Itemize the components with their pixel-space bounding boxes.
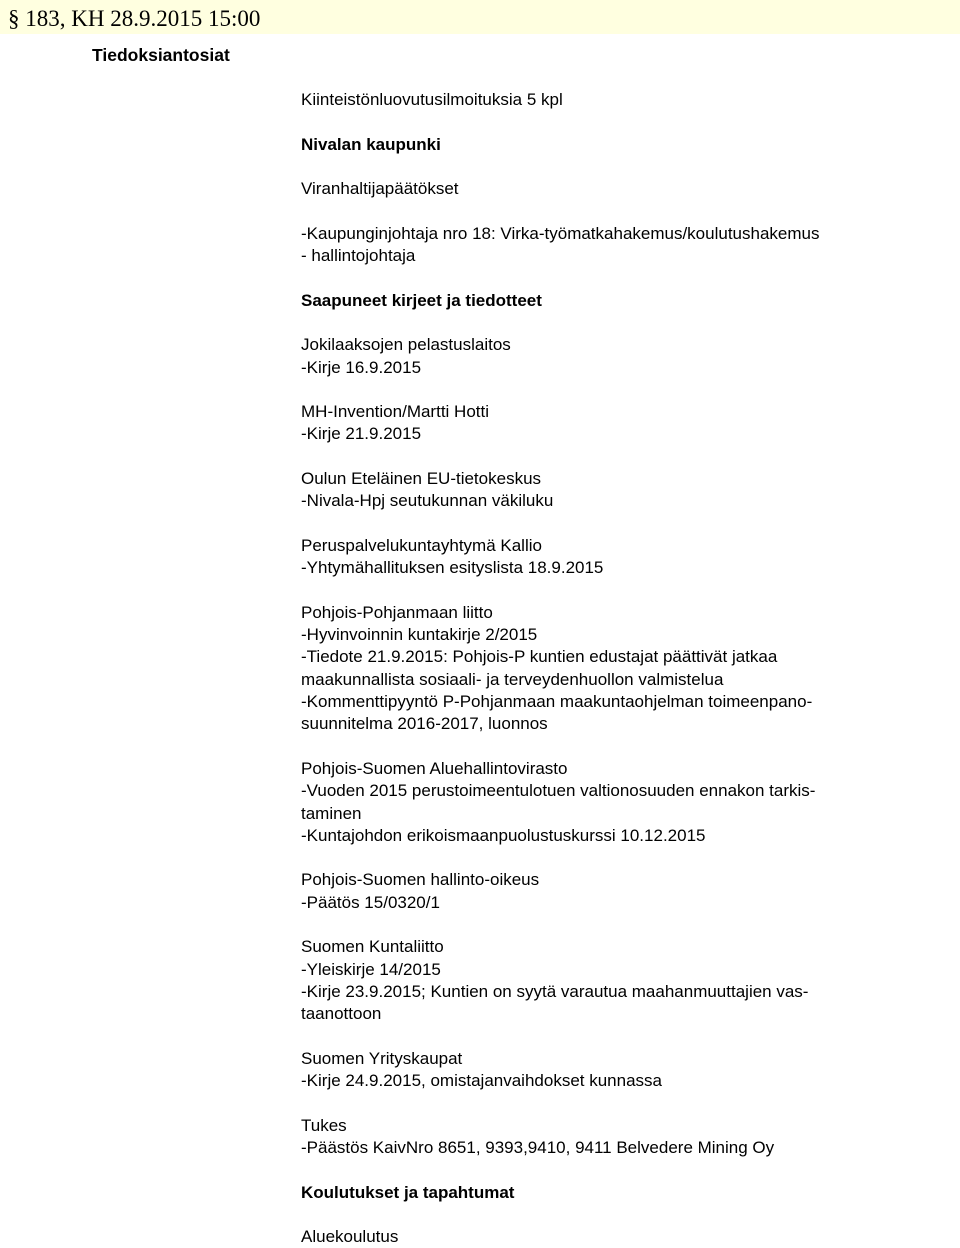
sender-name: Jokilaaksojen pelastuslaitos [301, 335, 511, 355]
city-decision-line: -Kaupunginjohtaja nro 18: Virka-työmatkahakemus/koulutushakemus [301, 223, 820, 243]
sender-item: -Päätös 15/0320/1 [301, 892, 440, 912]
sender-block [301, 535, 941, 602]
sender-block [301, 334, 941, 401]
sender-block [301, 468, 941, 535]
intro-text: Kiinteistönluovutusilmoituksia 5 kpl [301, 90, 563, 109]
sender-name: MH-Invention/Martti Hotti [301, 402, 489, 422]
sender-item: maakunnallista sosiaali- ja terveydenhuollon valmistelua [301, 669, 724, 689]
sender-block [301, 1115, 941, 1182]
city-heading: Nivalan kaupunki [301, 134, 441, 154]
sender-item: -Vuoden 2015 perustoimeentulotuen valtionosuuden ennakon tarkis- [301, 781, 816, 801]
sender-name: Suomen Yrityskaupat [301, 1048, 463, 1068]
sender-name: Oulun Eteläinen EU-tietokeskus [301, 469, 542, 489]
sender-block [301, 936, 941, 1047]
sender-item: -Kirje 24.9.2015, omistajanvaihdokset kunnassa [301, 1071, 662, 1091]
sender-name: Suomen Kuntaliitto [301, 937, 444, 957]
sender-name: Tukes [301, 1115, 347, 1135]
sender-name: Peruspalvelukuntayhtymä Kallio [301, 535, 542, 555]
sender-block [301, 602, 941, 758]
sender-item: -Nivala-Hpj seutukunnan väkiluku [301, 491, 554, 511]
sender-item: -Kommenttipyyntö P-Pohjanmaan maakuntaohjelman toimeenpano- [301, 692, 813, 712]
sender-item: taanottoon [301, 1004, 382, 1024]
sender-item: -Yleiskirje 14/2015 [301, 959, 441, 979]
city-subheading: Viranhaltijapäätökset [301, 179, 459, 199]
sender-list [301, 334, 941, 1181]
sender-item: suunnitelma 2016-2017, luonnos [301, 714, 548, 734]
sender-item: -Päästös KaivNro 8651, 9393,9410, 9411 Belvedere Mining Oy [301, 1137, 775, 1157]
sender-name: Pohjois-Suomen hallinto-oikeus [301, 870, 540, 890]
sender-item: -Tiedote 21.9.2015: Pohjois-P kuntien edustajat päättivät jatkaa [301, 647, 778, 667]
training-heading: Koulutukset ja tapahtumat [301, 1182, 515, 1202]
sender-block [301, 1048, 941, 1115]
sender-item: -Kirje 23.9.2015; Kuntien on syytä varautua maahanmuuttajien vas- [301, 981, 809, 1001]
sender-item: -Kirje 16.9.2015 [301, 357, 422, 377]
page-title: Tiedoksiantosiat [92, 45, 230, 65]
sender-block [301, 869, 941, 936]
training-item: Aluekoulutus [301, 1227, 399, 1247]
section-header: § 183, KH 28.9.2015 15:00 [8, 6, 261, 31]
sender-item: -Hyvinvoinnin kuntakirje 2/2015 [301, 625, 538, 645]
sender-item: taminen [301, 803, 362, 823]
sender-name: Pohjois-Suomen Aluehallintovirasto [301, 758, 568, 778]
sender-block [301, 401, 941, 468]
sender-block [301, 758, 941, 869]
sender-item: -Kirje 21.9.2015 [301, 424, 422, 444]
sender-item: -Yhtymähallituksen esityslista 18.9.2015 [301, 558, 604, 578]
sender-item: -Kuntajohdon erikoismaanpuolustuskurssi 10.12.2015 [301, 825, 706, 845]
document-body [301, 89, 941, 1248]
letters-heading: Saapuneet kirjeet ja tiedotteet [301, 290, 542, 310]
city-decision-line: - hallintojohtaja [301, 246, 416, 266]
sender-name: Pohjois-Pohjanmaan liitto [301, 602, 493, 622]
